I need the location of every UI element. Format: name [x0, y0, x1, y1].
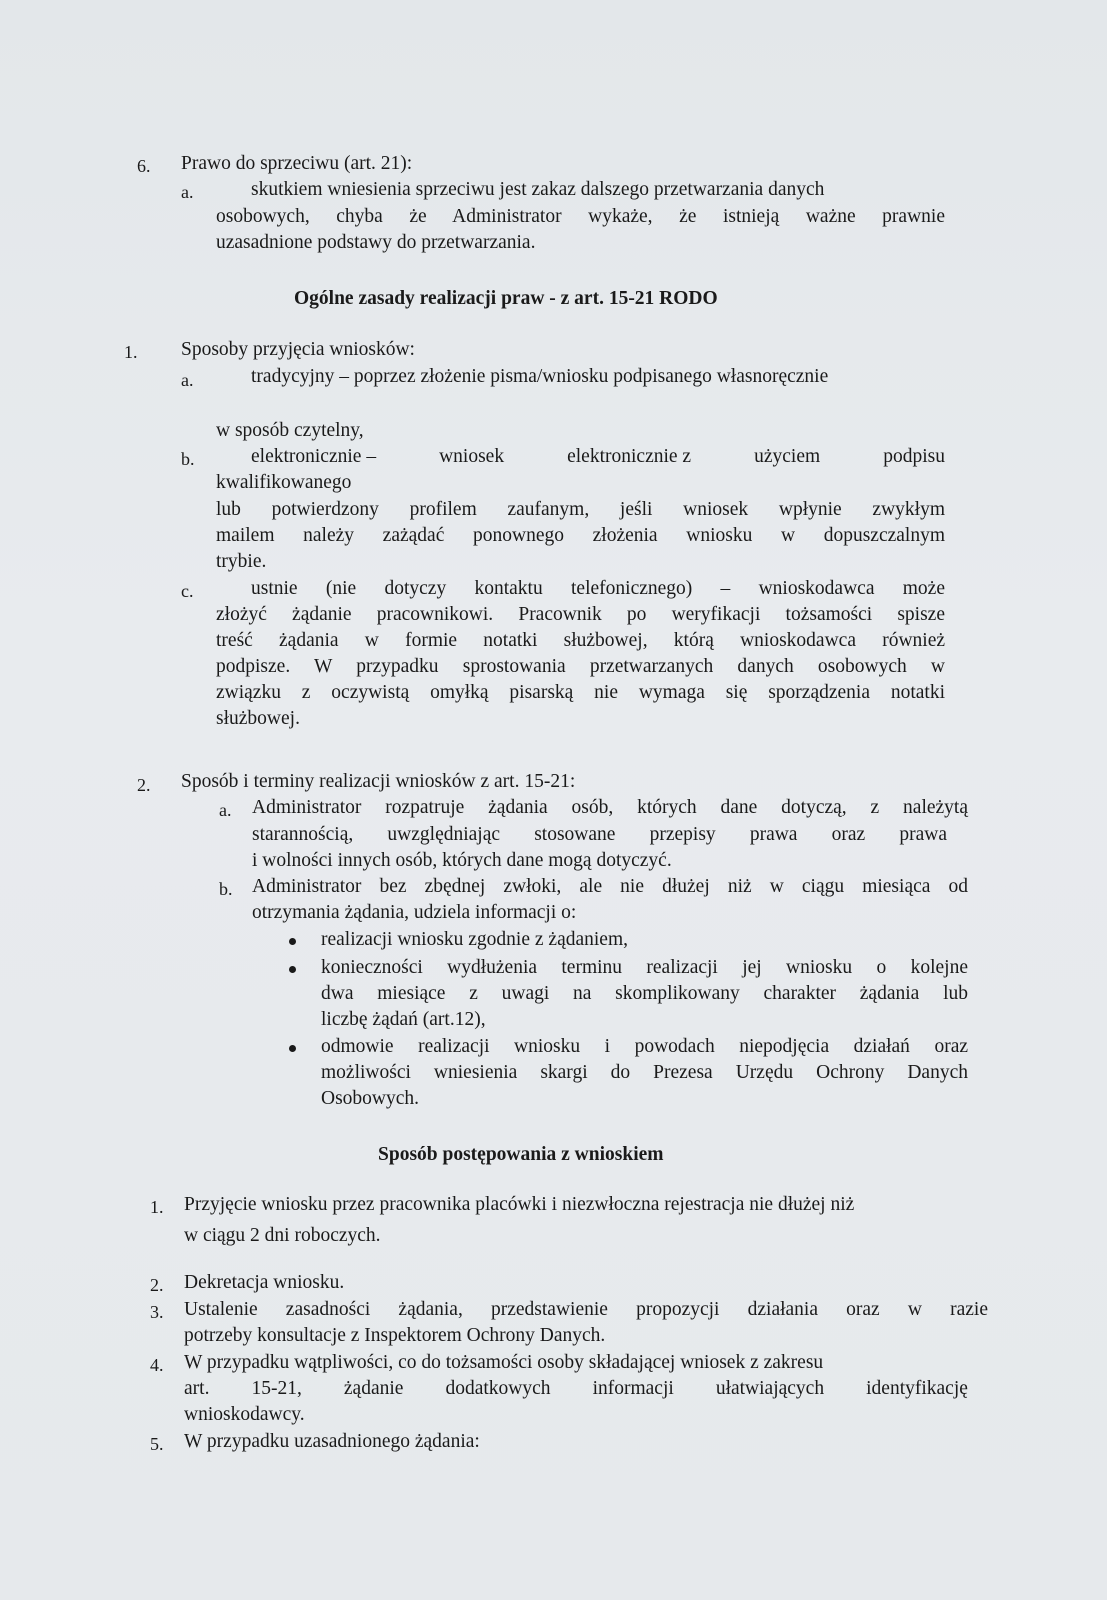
g2-bullet2-line1: konieczności wydłużenia terminu realizacji jej wniosku o kolejne — [321, 957, 968, 978]
bullet-icon — [289, 1045, 296, 1052]
g2-bullet2-line3: liczbę żądań (art.12), — [321, 1009, 486, 1030]
p4-word: dodatkowych — [445, 1378, 551, 1399]
g2-a-marker: a. — [219, 800, 232, 820]
g2-title: Sposób i terminy realizacji wniosków z art. 15-21: — [181, 771, 576, 792]
p-item3-line1: Ustalenie zasadności żądania, przedstawienie propozycji działania oraz w razie — [184, 1299, 988, 1320]
p-item5: W przypadku uzasadnionego żądania: — [184, 1431, 480, 1452]
p4-word: 15-21, — [251, 1378, 302, 1399]
p-number-4: 4. — [150, 1355, 164, 1375]
g1-c-line4: podpisze. W przypadku sprostowania przetwarzanych danych osobowych w — [216, 656, 945, 677]
text-span: skutkiem wniesienia sprzeciwu jest zakaz dalszego przetwarzania danych — [251, 179, 825, 200]
p4-word: żądanie — [343, 1378, 404, 1399]
g1-b-line2: kwalifikowanego — [216, 472, 352, 493]
g1-title: Sposoby przyjęcia wniosków: — [181, 339, 415, 360]
g1-b-line1 — [251, 444, 945, 470]
p4-word: informacji — [592, 1378, 674, 1399]
g2-bullet3-line3: Osobowych. — [321, 1088, 420, 1109]
g1-b-marker: b. — [181, 449, 195, 469]
section-6-title: Prawo do sprzeciwu (art. 21): — [181, 153, 413, 174]
b-word: elektronicznie z — [567, 446, 692, 467]
p-number-1: 1. — [150, 1197, 164, 1217]
g2-b-line1: Administrator bez zbędnej zwłoki, ale nie dłużej niż w ciągu miesiąca od — [252, 876, 968, 897]
g2-a-line1: Administrator rozpatruje żądania osób, których dane dotyczą, z należytą — [252, 797, 968, 818]
p4-word: identyfikację — [866, 1378, 968, 1399]
p-item4-line1: W przypadku wątpliwości, co do tożsamości osoby składającej wniosek z zakresu — [184, 1352, 824, 1373]
p-number-2: 2. — [150, 1275, 164, 1295]
p-number-3: 3. — [150, 1302, 164, 1322]
p-item4-line3: wnioskodawcy. — [184, 1404, 305, 1425]
g2-bullet3-line1: odmowie realizacji wniosku i powodach niepodjęcia działań oraz — [321, 1036, 968, 1057]
g1-c-line1: ustnie (nie dotyczy kontaktu telefonicznego) – wnioskodawca może — [251, 578, 945, 599]
g1-c-line6: służbowej. — [216, 708, 300, 729]
b-word: elektronicznie – — [251, 446, 377, 467]
bullet-icon — [289, 966, 296, 973]
section-6-a-text — [216, 177, 945, 257]
g2-bullet3-line2: możliwości wniesienia skargi do Prezesa Urzędu Ochrony Danych — [321, 1062, 968, 1083]
g1-a-line2: w sposób czytelny, — [216, 420, 364, 441]
bullet-icon — [289, 938, 296, 945]
b-word: użyciem — [754, 446, 821, 467]
p4-word: art. — [184, 1378, 210, 1399]
heading-general-rules: Ogólne zasady realizacji praw - z art. 15-21 RODO — [294, 288, 718, 309]
g1-number: 1. — [124, 342, 138, 362]
g1-c-marker: c. — [181, 581, 194, 601]
p-item4-line2 — [184, 1376, 968, 1402]
g2-a-line3: i wolności innych osób, których dane mogą dotyczyć. — [252, 850, 672, 871]
heading-procedure: Sposób postępowania z wnioskiem — [378, 1144, 664, 1165]
g2-bullet2-line2: dwa miesiące z uwagi na skomplikowany charakter żądania lub — [321, 983, 968, 1004]
section-6-a-marker: a. — [181, 182, 194, 202]
g1-c-line3: treść żądania w formie notatki służbowej, którą wnioskodawca również — [216, 630, 945, 651]
b-word: wniosek — [439, 446, 505, 467]
g1-a-line1: tradycyjny – poprzez złożenie pisma/wniosku podpisanego własnoręcznie — [251, 366, 829, 387]
text-line: osobowych, chyba że Administrator wykaże, że istnieją ważne prawnie — [216, 205, 945, 227]
g1-b-line4: mailem należy zażądać ponownego złożenia wniosku w dopuszczalnym — [216, 525, 945, 546]
p-item2: Dekretacja wniosku. — [184, 1272, 345, 1293]
g2-a-line2: starannością, uwzględniając stosowane przepisy prawa oraz prawa — [252, 824, 947, 845]
text-line: uzasadnione podstawy do przetwarzania. — [216, 232, 536, 253]
text-line — [216, 177, 945, 204]
g1-b-line5: trybie. — [216, 551, 267, 572]
g1-b-line3: lub potwierdzony profilem zaufanym, jeśli wniosek wpłynie zwykłym — [216, 499, 945, 520]
g2-bullet1: realizacji wniosku zgodnie z żądaniem, — [321, 929, 628, 950]
g1-c-line5: związku z oczywistą omyłką pisarską nie wymaga się sporządzenia notatki — [216, 682, 945, 703]
p-item1-line1: Przyjęcie wniosku przez pracownika placówki i niezwłoczna rejestracja nie dłużej niż — [184, 1194, 855, 1215]
g1-a-marker: a. — [181, 370, 194, 390]
g2-b-marker: b. — [219, 879, 233, 899]
g2-b-line2: otrzymania żądania, udziela informacji o: — [252, 902, 577, 923]
section-6-number: 6. — [137, 156, 151, 176]
b-word: podpisu — [883, 446, 945, 467]
p-number-5: 5. — [150, 1434, 164, 1454]
p4-word: ułatwiających — [715, 1378, 825, 1399]
p-item3-line2: potrzeby konsultacje z Inspektorem Ochrony Danych. — [184, 1325, 606, 1346]
g1-c-line2: złożyć żądanie pracownikowi. Pracownik po weryfikacji tożsamości spisze — [216, 604, 945, 625]
p-item1-line2: w ciągu 2 dni roboczych. — [184, 1225, 381, 1246]
g2-number: 2. — [137, 775, 151, 795]
